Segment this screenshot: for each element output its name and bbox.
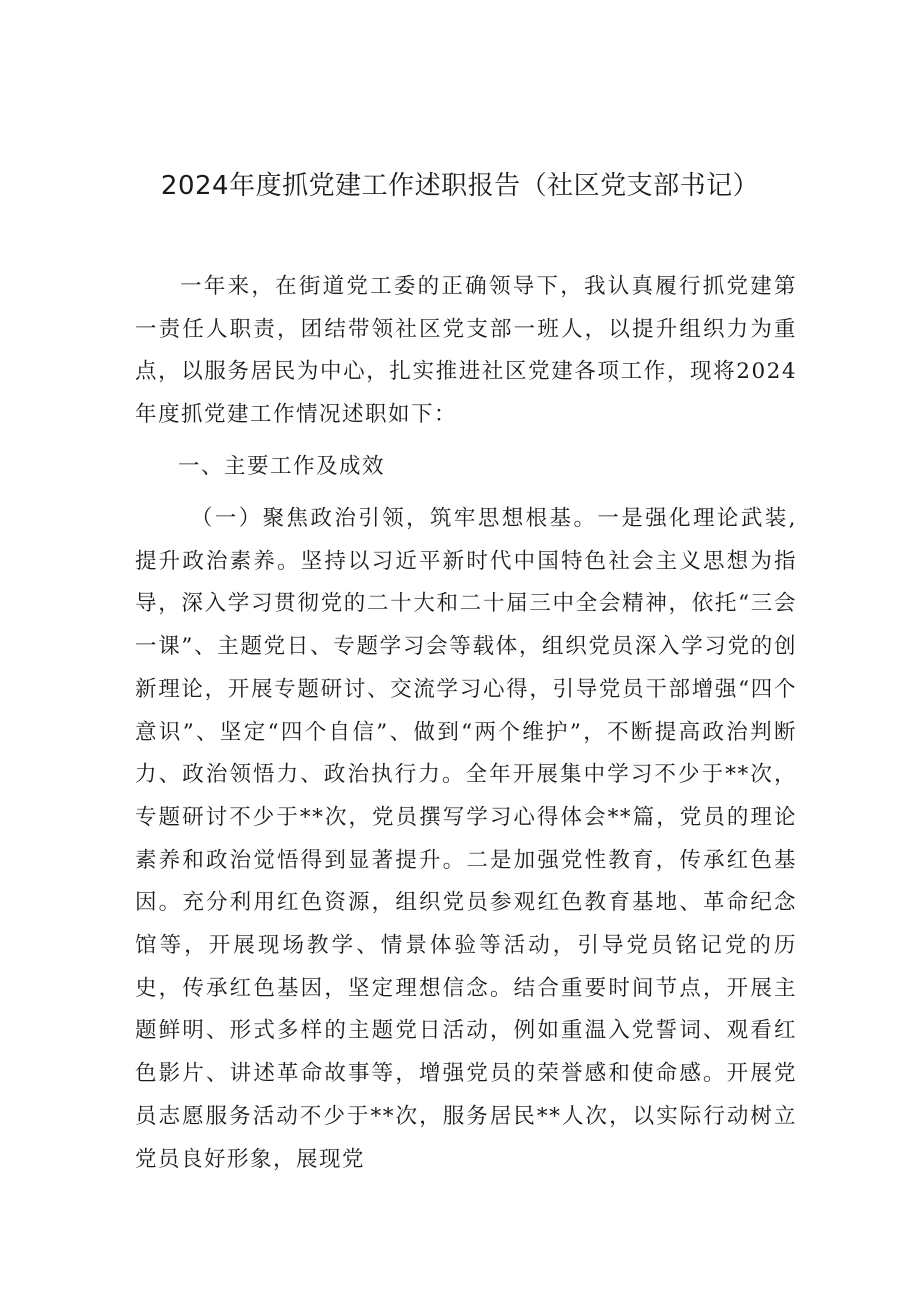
document-title: 2024年度抓党建工作述职报告（社区党支部书记） <box>160 171 760 201</box>
section-heading: 一、主要工作及成效 <box>178 454 386 479</box>
intro-paragraph: 一年来，在街道党工委的正确领导下，我认真履行抓党建第一责任人职责，团结带领社区党支部一班人，以提升组织力为重点，以服务居民为中心，扎实推进社区党建各项工作，现将2024年度抓党建工作情况述职如下： <box>135 274 797 428</box>
body-paragraph: （一）聚焦政治引领，筑牢思想根基。一是强化理论武装,提升政治素养。坚持以习近平新时代中国特色社会主义思想为指导，深入学习贯彻党的二十大和二十届三中全会精神，依托“三会一课”、主题党日、专题学习会等载体，组织党员深入学习党的创新理论，开展专题研讨、交流学习心得，引导党员干部增强“四个意识”、坚定“四个自信”、做到“两个维护”，不断提高政治判断力、政治领悟力、政治执行力。全年开展集中学习不少于**次，专题研讨不少于**次，党员撰写学习心得体会**篇，党员的理论素养和政治觉悟得到显著提升。二是加强党性教育，传承红色基因。充分利用红色资源，组织党员参观红色教育基地、革命纪念馆等，开展现场教学、情景体验等活动，引导党员铭记党的历史，传承红色基因，坚定理想信念。结合重要时间节点，开展主题鲜明、形式多样的主题党日活动，例如重温入党誓词、观看红色影片、讲述革命故事等，增强党员的荣誉感和使命感。开展党员志愿服务活动不少于**次，服务居民**人次，以实际行动树立党员良好形象，展现党 <box>135 506 797 1172</box>
